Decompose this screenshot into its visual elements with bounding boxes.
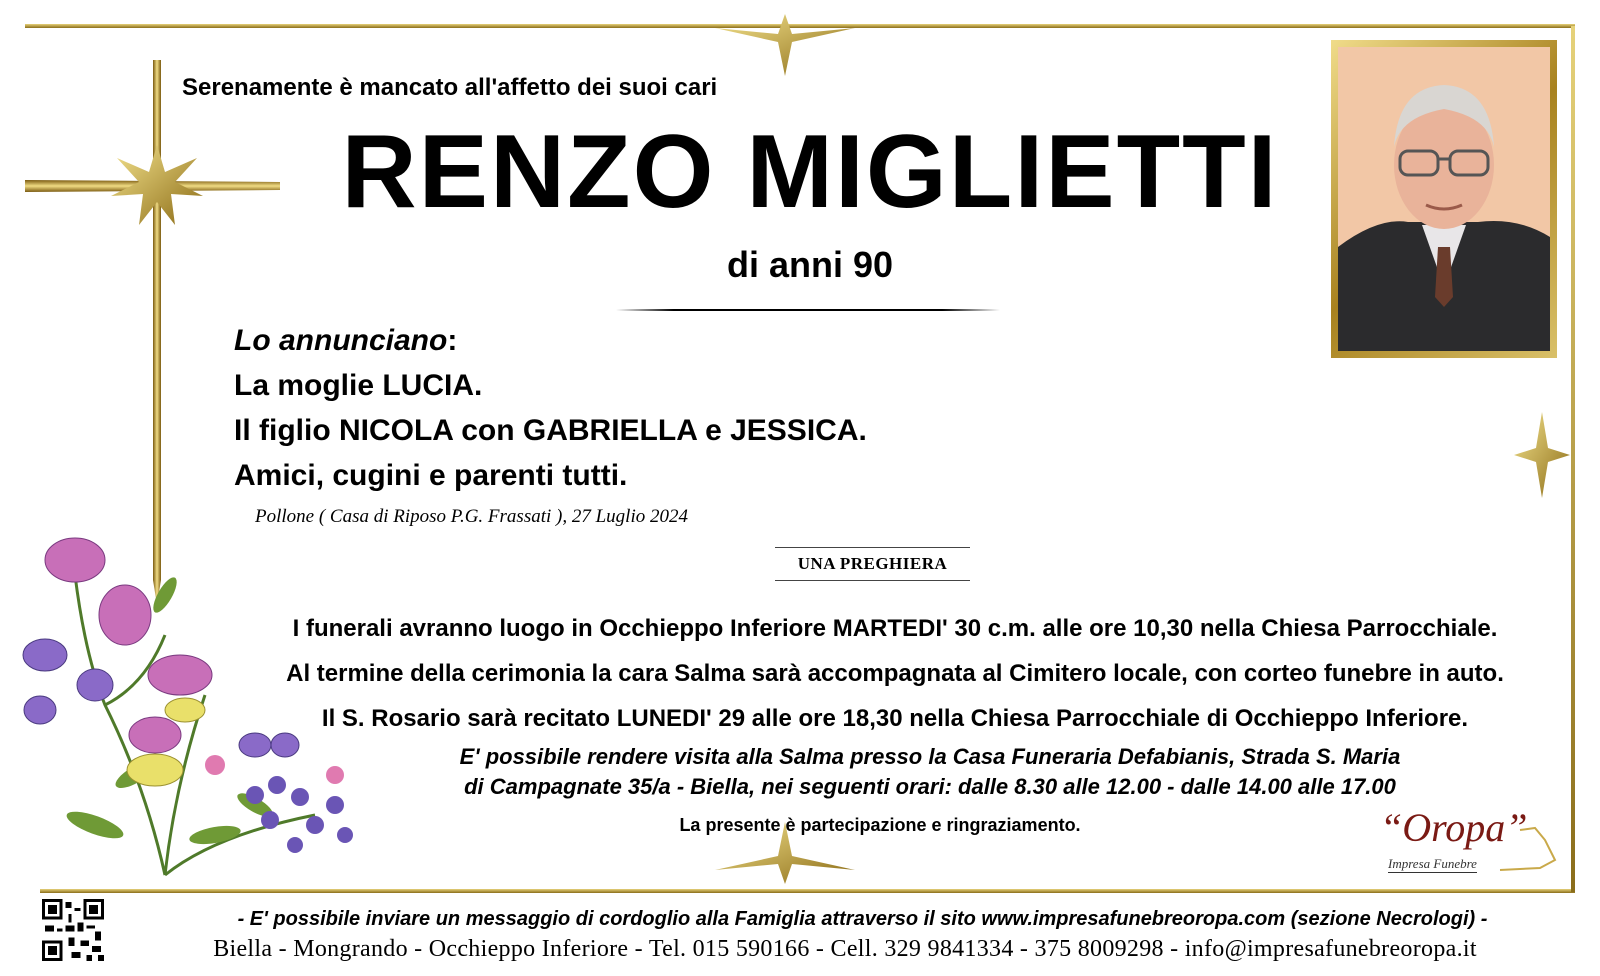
funeral-home-logo xyxy=(1380,805,1570,885)
visit-line: E' possibile rendere visita alla Salma presso la Casa Funeraria Defabianis, Strada S. Maria xyxy=(459,744,1401,769)
age-text: di anni 90 xyxy=(726,244,894,285)
photo-frame xyxy=(1331,40,1557,358)
flowers-image xyxy=(15,535,385,890)
logo-subtitle: Impresa Funebre xyxy=(1388,856,1477,871)
portrait-photo xyxy=(1338,47,1550,351)
qr-code-icon[interactable] xyxy=(42,899,104,961)
prayer-label: UNA PREGHIERA xyxy=(775,547,970,581)
funeral-line: I funerali avranno luogo in Occhieppo Inferiore MARTEDI' 30 c.m. alle ore 10,30 nella Chiesa Parrocchiale. xyxy=(292,615,1498,642)
announcement-line: Amici, cugini e parenti tutti. xyxy=(234,459,628,492)
announcement-line: Il figlio NICOLA con GABRIELLA e JESSICA. xyxy=(234,414,867,447)
star-icon xyxy=(710,12,860,82)
funeral-line: Al termine della cerimonia la cara Salma sarà accompagnata al Cimitero locale, con corteo funebre in auto. xyxy=(286,660,1504,687)
visit-info xyxy=(380,742,1480,802)
announcement-heading: Lo annunciano: xyxy=(234,324,458,357)
divider xyxy=(616,309,1000,311)
place-date: Pollone ( Casa di Riposo P.G. Frassati ), 27 Luglio 2024 xyxy=(255,506,688,527)
intro-text: Serenamente è mancato all'affetto dei suoi cari xyxy=(182,74,718,101)
funeral-line: Il S. Rosario sarà recitato LUNEDI' 29 alle ore 18,30 nella Chiesa Parrocchiale di Occhieppo Inferiore. xyxy=(321,705,1469,732)
star-icon xyxy=(1512,410,1572,500)
thanks-text: La presente è partecipazione e ringraziamento. xyxy=(679,815,1081,835)
announcement-line: La moglie LUCIA. xyxy=(234,369,483,402)
footer-contacts: Biella - Mongrando - Occhieppo Inferiore - Tel. 015 590166 - Cell. 329 9841334 - 375 8009298 - info@impresafunebreoropa.it xyxy=(213,936,1477,962)
logo-name: “Oropa” xyxy=(1380,805,1528,850)
announcement-block xyxy=(234,318,867,498)
deceased-name: RENZO MIGLIETTI xyxy=(341,114,1279,230)
footer-message: - E' possibile inviare un messaggio di cordoglio alla Famiglia attraverso il sito www.impresafunebreoropa.com (sezione Necrologi) - xyxy=(237,908,1488,930)
visit-line: di Campagnate 35/a - Biella, nei seguenti orari: dalle 8.30 alle 12.00 - dalle 14.00 alle 17.00 xyxy=(464,774,1396,799)
funeral-details xyxy=(220,606,1570,741)
